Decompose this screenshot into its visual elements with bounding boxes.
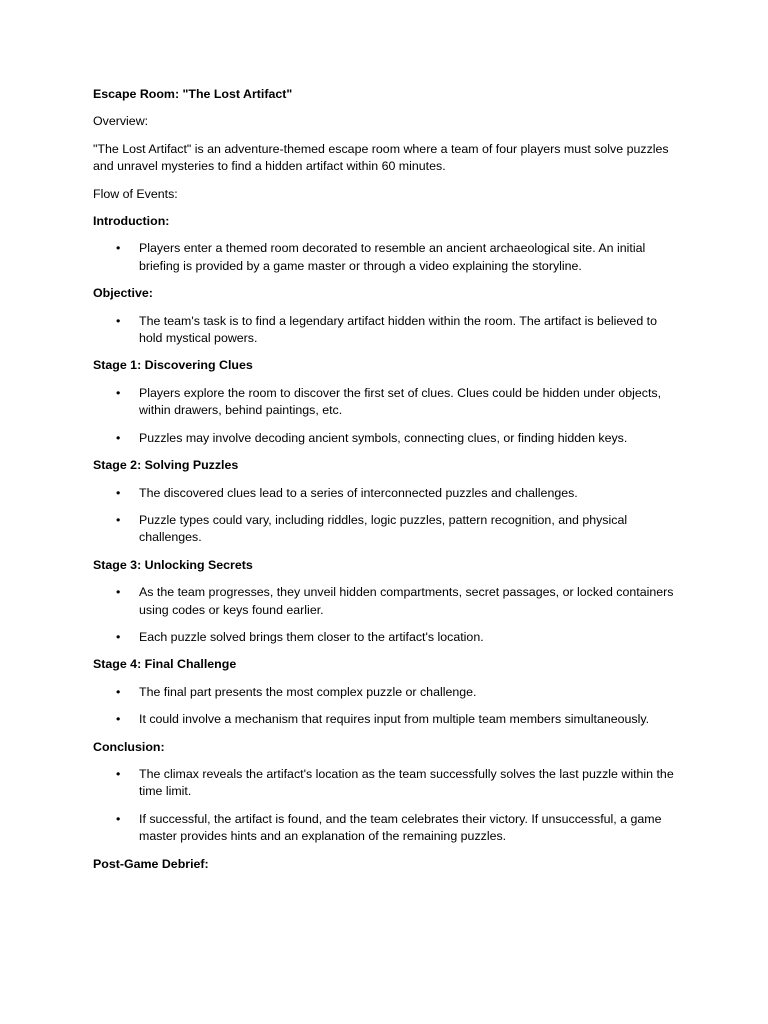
- document-title: Escape Room: "The Lost Artifact": [93, 87, 293, 101]
- list-item-text: If successful, the artifact is found, and the team celebrates their victory. If unsuccessful, a game master provides hints and an explanation of the remaining puzzles.: [139, 811, 662, 844]
- list-item: [93, 512, 683, 547]
- section-heading: Stage 3: Unlocking Secrets: [93, 557, 253, 572]
- bullet-icon: •: [116, 585, 121, 600]
- bullet-icon: •: [116, 684, 121, 699]
- section-heading: Objective:: [93, 286, 153, 301]
- list-item: [93, 766, 683, 801]
- bullet-icon: •: [116, 512, 121, 527]
- section-heading: Stage 1: Discovering Clues: [93, 358, 253, 373]
- list-item-text: The discovered clues lead to a series of interconnected puzzles and challenges.: [139, 485, 578, 500]
- bullet-list: [93, 766, 683, 846]
- bullet-list: [93, 584, 683, 646]
- bullet-icon: •: [116, 629, 121, 644]
- list-item: [93, 485, 683, 502]
- list-item-text: Players enter a themed room decorated to resemble an ancient archaeological site. An initial briefing is provided by a game master or through a video explaining the storyline.: [139, 241, 646, 273]
- bullet-icon: •: [116, 766, 121, 781]
- bullet-list: [93, 240, 683, 275]
- section-heading: Stage 4: Final Challenge: [93, 657, 237, 672]
- overview-paragraph: "The Lost Artifact" is an adventure-themed escape room where a team of four players must solve puzzles and unravel mysteries to find a hidden artifact within 60 minutes.: [93, 141, 669, 174]
- list-item-text: Each puzzle solved brings them closer to the artifact's location.: [139, 629, 484, 644]
- list-item: [93, 629, 683, 646]
- list-item-text: Players explore the room to discover the first set of clues. Clues could be hidden under objects, within drawers, behind paintings, etc.: [139, 385, 662, 418]
- list-item-text: As the team progresses, they unveil hidden compartments, secret passages, or locked containers using codes or keys found earlier.: [139, 585, 674, 617]
- bullet-list: [93, 485, 683, 547]
- bullet-icon: •: [116, 313, 121, 328]
- list-item: [93, 240, 683, 275]
- bullet-list: [93, 385, 683, 447]
- list-item: [93, 430, 683, 447]
- list-item-text: The final part presents the most complex puzzle or challenge.: [139, 684, 477, 699]
- bullet-icon: •: [116, 811, 121, 826]
- bullet-icon: •: [116, 712, 121, 727]
- bullet-list: [93, 313, 683, 348]
- overview-label: Overview:: [93, 114, 149, 129]
- flow-of-events-label: Flow of Events:: [93, 186, 178, 201]
- document-page: [93, 86, 683, 883]
- bullet-icon: •: [116, 430, 121, 445]
- bullet-icon: •: [116, 385, 121, 400]
- sections-container: [93, 213, 683, 873]
- section-heading: Post-Game Debrief:: [93, 856, 209, 871]
- list-item: [93, 711, 683, 728]
- list-item-text: It could involve a mechanism that requires input from multiple team members simultaneously.: [139, 712, 650, 727]
- bullet-icon: •: [116, 241, 121, 256]
- list-item-text: The climax reveals the artifact's location as the team successfully solves the last puzzle within the time limit.: [139, 766, 674, 799]
- section-heading: Introduction:: [93, 214, 170, 229]
- bullet-icon: •: [116, 485, 121, 500]
- list-item: [93, 684, 683, 701]
- list-item: [93, 584, 683, 619]
- bullet-list: [93, 684, 683, 729]
- section-heading: Conclusion:: [93, 739, 165, 754]
- list-item-text: Puzzle types could vary, including riddles, logic puzzles, pattern recognition, and physical challenges.: [139, 512, 628, 545]
- list-item-text: The team's task is to find a legendary artifact hidden within the room. The artifact is believed to hold mystical powers.: [139, 313, 657, 346]
- section-heading: Stage 2: Solving Puzzles: [93, 458, 239, 473]
- list-item: [93, 385, 683, 420]
- list-item: [93, 313, 683, 348]
- list-item-text: Puzzles may involve decoding ancient symbols, connecting clues, or finding hidden keys.: [139, 430, 628, 445]
- list-item: [93, 811, 683, 846]
